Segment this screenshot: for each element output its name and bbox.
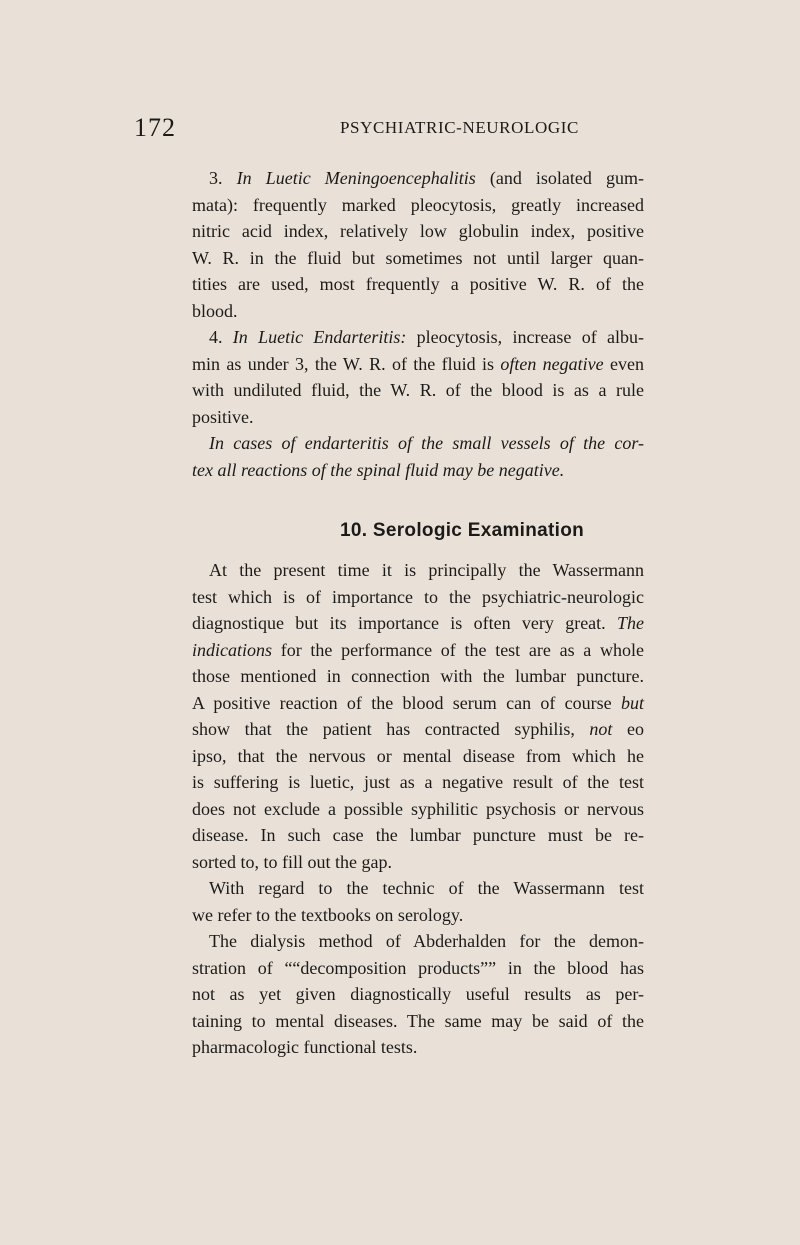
text-segment: pleocytosis, increase of albu- [406, 327, 644, 347]
text-segment: With regard to the technic of the Wassermann test [209, 878, 644, 898]
text-line [192, 637, 644, 664]
text-line [192, 610, 644, 637]
text-segment: taining to mental diseases. The same may be said of the [192, 1010, 644, 1031]
italic-text: In Luetic Meningoencephalitis [236, 168, 476, 188]
text-segment: even [603, 353, 644, 374]
text-line [192, 218, 644, 245]
text-line [192, 663, 644, 690]
text-line [192, 271, 644, 298]
text-line [192, 584, 644, 611]
text-line [192, 928, 644, 955]
text-segment: ipso, that the nervous or mental disease from which he [192, 745, 644, 766]
text-segment: does not exclude a possible syphilitic psychosis or nervous [192, 798, 644, 819]
italic-text: In cases of endarteritis of the small vessels of the cor- [209, 433, 644, 453]
text-segment: positive. [192, 406, 254, 427]
italic-text: but [620, 692, 644, 713]
text-segment: A positive reaction of the blood serum can of course [192, 692, 621, 713]
text-segment: those mentioned in connection with the lumbar puncture. [192, 666, 644, 686]
text-segment: pharmacologic functional tests. [192, 1037, 418, 1057]
italic-text: In Luetic Endarteritis: [232, 327, 407, 347]
text-segment: diagnostique but its importance is often very great. [192, 613, 617, 633]
text-segment: is suffering is luetic, just as a negative result of the test [192, 772, 644, 792]
text-segment: disease. In such case the lumbar puncture must be re- [192, 825, 644, 845]
text-segment: (and isolated gum- [475, 168, 645, 188]
page-number: 172 [134, 113, 176, 142]
text-segment: we refer to the textbooks on serology. [192, 904, 464, 925]
text-line [192, 557, 644, 584]
text-line [192, 324, 644, 351]
text-line [192, 1008, 644, 1035]
text-block-luetic [192, 165, 644, 483]
text-line [192, 716, 644, 743]
text-segment: 3. [209, 168, 237, 188]
text-segment: with undiluted fluid, the W. R. of the blood is as a rule [192, 380, 644, 400]
italic-text: not [589, 719, 613, 739]
text-line [192, 875, 644, 902]
text-line [192, 743, 644, 770]
text-segment: nitric acid index, relatively low globulin index, positive [192, 221, 644, 241]
italic-text: often negative [500, 353, 604, 374]
text-segment: W. R. in the fluid but sometimes not until larger quan- [192, 247, 644, 268]
text-segment: blood. [192, 300, 238, 321]
text-segment: The dialysis method of Abderhalden for the demon- [209, 931, 644, 951]
text-line [192, 822, 644, 849]
text-line [192, 430, 644, 457]
text-block-serologic [192, 557, 644, 1061]
text-line [192, 165, 644, 192]
text-line [192, 955, 644, 982]
text-line [192, 298, 644, 325]
section-heading: 10. Serologic Examination [340, 520, 585, 541]
italic-text: tex all reactions of the spinal fluid may be negative. [192, 459, 565, 480]
text-line [192, 1034, 644, 1061]
text-line [192, 404, 644, 431]
text-segment: tities are used, most frequently a positive W. R. of the [192, 274, 644, 294]
italic-text: indications [192, 639, 272, 660]
text-line [192, 377, 644, 404]
text-line [192, 902, 644, 929]
text-segment: eo [612, 719, 644, 739]
text-segment: At the present time it is principally the Wassermann [209, 560, 644, 580]
text-line [192, 351, 644, 378]
italic-text: The [617, 613, 644, 633]
text-segment: for the performance of the test are as a whole [272, 639, 644, 660]
text-segment: stration of ““decomposition products”” in the blood has [192, 957, 644, 978]
text-line [192, 849, 644, 876]
text-line [192, 245, 644, 272]
text-segment: min as under 3, the W. R. of the fluid is [192, 353, 501, 374]
text-segment: sorted to, to fill out the gap. [192, 851, 392, 872]
text-line [192, 796, 644, 823]
text-segment: test which is of importance to the psychiatric-neurologic [192, 586, 644, 607]
text-line [192, 769, 644, 796]
text-line [192, 457, 644, 484]
text-line [192, 981, 644, 1008]
text-segment: show that the patient has contracted syphilis, [192, 719, 590, 739]
text-segment: not as yet given diagnostically useful results as per- [192, 984, 644, 1004]
text-line [192, 690, 644, 717]
running-head: PSYCHIATRIC-NEUROLOGIC [340, 118, 579, 137]
text-segment: mata): frequently marked pleocytosis, greatly increased [192, 194, 644, 215]
text-segment: 4. [209, 327, 233, 347]
text-line [192, 192, 644, 219]
